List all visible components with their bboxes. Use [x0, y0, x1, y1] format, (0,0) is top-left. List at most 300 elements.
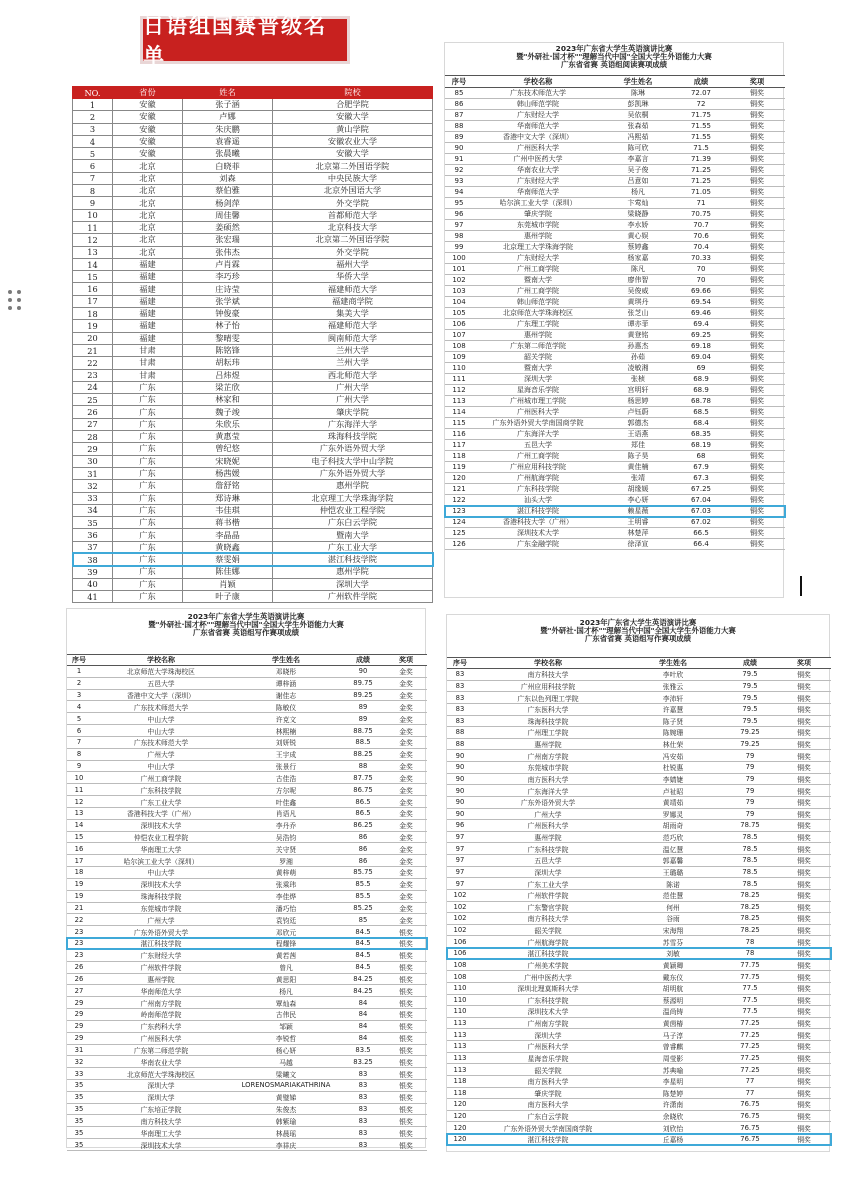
- cell-col-school: 五邑大学: [473, 440, 603, 451]
- cell-col-student: 张景行: [231, 760, 341, 772]
- cell-col-score: 84: [341, 1032, 385, 1044]
- cell-col-no: 12: [73, 234, 113, 246]
- cell-col-school: 东莞城市学院: [473, 220, 603, 231]
- cell-col-province: 广东: [113, 455, 183, 467]
- table-row: [67, 819, 427, 831]
- cell-col-student: 邓欣元: [231, 926, 341, 938]
- cell-col-student: 陈诺: [623, 878, 723, 890]
- cell-col-school: 仲恺农业工程学院: [273, 504, 433, 516]
- table-row: [447, 796, 831, 808]
- cell-col-name: 庄诗莹: [183, 283, 273, 295]
- cell-col-no: 26: [73, 406, 113, 418]
- table-row: [445, 286, 785, 297]
- cell-col-rank: 26: [67, 961, 91, 973]
- cell-col-score: 71.55: [673, 132, 729, 143]
- cell-col-score: 84.5: [341, 949, 385, 961]
- cell-col-award: 银奖: [385, 1044, 427, 1056]
- cell-col-score: 69: [673, 363, 729, 374]
- cell-col-student: 孙茹: [603, 352, 673, 363]
- table-row: [73, 541, 433, 553]
- cell-col-score: 89: [341, 701, 385, 713]
- cell-col-rank: 88: [447, 727, 473, 739]
- cell-col-school: 广州中医药大学: [473, 154, 603, 165]
- cell-col-student: 李祥庆: [231, 1139, 341, 1151]
- cell-col-school: 暨南大学: [473, 363, 603, 374]
- table-row: [67, 926, 427, 938]
- cell-col-no: 10: [73, 209, 113, 221]
- cell-col-no: 22: [73, 357, 113, 369]
- table-row: [67, 867, 427, 879]
- cell-col-award: 银奖: [385, 997, 427, 1009]
- cell-col-province: 广东: [113, 480, 183, 492]
- cell-col-school: 香港中文大学（深圳）: [91, 689, 231, 701]
- cell-col-name: 刘森: [183, 172, 273, 184]
- cell-col-student: 冯熙茹: [603, 132, 673, 143]
- table-row: [447, 738, 831, 750]
- cell-col-rank: 104: [445, 297, 473, 308]
- table-row: [447, 727, 831, 739]
- cell-col-province: 广东: [113, 566, 183, 578]
- table-row: [73, 308, 433, 320]
- cell-col-rank: 119: [445, 462, 473, 473]
- cell-col-score: 85: [341, 914, 385, 926]
- cell-col-name: 李巧珍: [183, 271, 273, 283]
- table-row: [73, 578, 433, 590]
- cell-col-score: 72: [673, 99, 729, 110]
- cell-col-award: 金奖: [385, 807, 427, 819]
- cell-col-score: 67.25: [673, 484, 729, 495]
- cell-col-student: 郭德杰: [603, 418, 673, 429]
- cell-col-name: 张宏瑞: [183, 234, 273, 246]
- cell-col-no: 4: [73, 135, 113, 147]
- cell-col-rank: 86: [445, 99, 473, 110]
- cell-col-school: 韶关学院: [473, 1064, 623, 1076]
- cell-col-student: 黄梓萌: [231, 867, 341, 879]
- cell-col-no: 24: [73, 381, 113, 393]
- table-row: [447, 669, 831, 681]
- cell-col-award: 金奖: [385, 689, 427, 701]
- table-row: [73, 394, 433, 406]
- table-row: [73, 431, 433, 443]
- cell-col-rank: 27: [67, 985, 91, 997]
- cell-col-score: 67.03: [673, 506, 729, 517]
- table-row: [445, 506, 785, 517]
- table-row: [445, 495, 785, 506]
- table-row: [447, 1017, 831, 1029]
- table-row: [67, 902, 427, 914]
- table-row: [67, 807, 427, 819]
- cell-col-school: 兰州大学: [273, 344, 433, 356]
- cell-col-rank: 121: [445, 484, 473, 495]
- cell-col-rank: 97: [447, 855, 473, 867]
- cell-col-award: 铜奖: [777, 1087, 831, 1099]
- cell-col-rank: 8: [67, 748, 91, 760]
- cell-col-province: 安徽: [113, 148, 183, 160]
- cell-col-score: 78.25: [723, 913, 777, 925]
- cell-col-score: 77.25: [723, 1064, 777, 1076]
- cell-col-rank: 29: [67, 1009, 91, 1021]
- cell-col-rank: 124: [445, 517, 473, 528]
- table-row: [67, 890, 427, 902]
- cell-col-school: 广州航海学院: [473, 936, 623, 948]
- cell-col-student: 杜锐惠: [623, 762, 723, 774]
- cell-col-school: 星海音乐学院: [473, 1052, 623, 1064]
- cell-col-school: 广州理工学院: [473, 727, 623, 739]
- cell-col-school: 北京第二外国语学院: [273, 160, 433, 172]
- cell-col-score: 83: [341, 1079, 385, 1091]
- cell-col-score: 70.33: [673, 253, 729, 264]
- cell-col-rank: 10: [67, 772, 91, 784]
- cell-col-score: 84.5: [341, 961, 385, 973]
- cell-col-rank: 116: [445, 429, 473, 440]
- cell-col-province: 安徽: [113, 99, 183, 111]
- cell-col-score: 71.05: [673, 187, 729, 198]
- cell-col-score: 79: [723, 773, 777, 785]
- cell-col-award: 铜奖: [777, 878, 831, 890]
- cell-col-score: 85.5: [341, 890, 385, 902]
- table-row: [67, 1009, 427, 1021]
- cell-col-rank: 90: [447, 750, 473, 762]
- cell-col-award: 银奖: [385, 985, 427, 997]
- cell-col-student: 古伟民: [231, 1009, 341, 1021]
- cell-col-school: 香港科技大学（广州）: [91, 807, 231, 819]
- cell-col-school: 广东财经大学: [91, 949, 231, 961]
- cell-col-student: 苏典喻: [623, 1064, 723, 1076]
- cell-col-name: 叶子康: [183, 590, 273, 602]
- table-row: [447, 703, 831, 715]
- cell-col-award: 铜奖: [777, 1052, 831, 1064]
- cell-col-score: 77.75: [723, 971, 777, 983]
- cell-col-award: 银奖: [385, 1091, 427, 1103]
- cell-col-score: 71.39: [673, 154, 729, 165]
- header-col-student: 学生姓名: [231, 655, 341, 666]
- cell-col-student: 杨心妍: [231, 1044, 341, 1056]
- table-row: [447, 1052, 831, 1064]
- table-row: [447, 1122, 831, 1134]
- cell-col-student: 谷雨: [623, 913, 723, 925]
- cell-col-province: 广东: [113, 578, 183, 590]
- cell-col-school: 北京理工大学珠海学院: [273, 492, 433, 504]
- cell-col-student: 周莹影: [623, 1052, 723, 1064]
- cell-col-award: 金奖: [385, 843, 427, 855]
- cell-col-score: 71.25: [673, 165, 729, 176]
- cell-col-school: 湛江科技学院: [473, 948, 623, 960]
- cell-col-school: 安徽大学: [273, 148, 433, 160]
- cell-col-student: 陈凡: [603, 264, 673, 275]
- cell-col-student: 黄登铭: [603, 330, 673, 341]
- cell-col-school: 外交学院: [273, 246, 433, 258]
- cell-col-school: 深圳大学: [91, 1079, 231, 1091]
- cell-col-school: 广东第二师范学院: [91, 1044, 231, 1056]
- cell-col-rank: 102: [447, 924, 473, 936]
- cell-col-rank: 83: [447, 703, 473, 715]
- cell-col-score: 76.75: [723, 1134, 777, 1146]
- cell-col-rank: 108: [445, 341, 473, 352]
- table-row: [73, 295, 433, 307]
- cell-col-school: 华南理工大学: [91, 1127, 231, 1139]
- cell-col-award: 金奖: [385, 878, 427, 890]
- cell-col-award: 铜奖: [729, 517, 785, 528]
- cell-col-student: 杨凡: [603, 187, 673, 198]
- cell-col-name: 肖颖: [183, 578, 273, 590]
- cell-col-rank: 6: [67, 725, 91, 737]
- table-row: [73, 553, 433, 565]
- title-line-1: 2023年广东省大学生英语演讲比赛: [555, 44, 673, 53]
- cell-col-award: 铜奖: [777, 855, 831, 867]
- cell-col-award: 铜奖: [729, 462, 785, 473]
- cell-col-score: 84: [341, 1020, 385, 1032]
- cell-col-award: 铜奖: [729, 539, 785, 550]
- cell-col-score: 70: [673, 264, 729, 275]
- header-col-score: 成绩: [673, 76, 729, 88]
- cell-col-school: 深圳大学: [91, 1091, 231, 1103]
- cell-col-school: 首都师范大学: [273, 209, 433, 221]
- cell-col-name: 曾纪悠: [183, 443, 273, 455]
- cell-col-score: 71: [673, 198, 729, 209]
- cell-col-school: 肇庆学院: [473, 1087, 623, 1099]
- cell-col-award: 铜奖: [729, 418, 785, 429]
- table-row: [73, 406, 433, 418]
- header-col-name: 姓名: [183, 87, 273, 99]
- cell-col-rank: 102: [445, 275, 473, 286]
- cell-col-rank: 120: [445, 473, 473, 484]
- cell-col-rank: 110: [447, 982, 473, 994]
- cell-col-award: 银奖: [385, 1068, 427, 1080]
- table-row: [445, 352, 785, 363]
- cell-col-rank: 35: [67, 1103, 91, 1115]
- cell-col-award: 铜奖: [729, 308, 785, 319]
- cell-col-score: 78.5: [723, 866, 777, 878]
- table-row: [73, 160, 433, 172]
- cell-col-school: 福建师范大学: [273, 320, 433, 332]
- cell-col-student: 王语燕: [603, 429, 673, 440]
- cell-col-school: 广州中医药大学: [473, 971, 623, 983]
- cell-col-rank: 118: [447, 1075, 473, 1087]
- cell-col-score: 68.19: [673, 440, 729, 451]
- table-row: [445, 308, 785, 319]
- cell-col-student: 谭梓涵: [231, 677, 341, 689]
- cell-col-school: 广东外语外贸大学南国商学院: [473, 1122, 623, 1134]
- cell-col-award: 金奖: [385, 890, 427, 902]
- cell-col-rank: 9: [67, 760, 91, 772]
- table-row: [73, 197, 433, 209]
- cell-col-student: 邓晓彤: [231, 666, 341, 678]
- cell-col-rank: 14: [67, 819, 91, 831]
- cell-col-no: 2: [73, 111, 113, 123]
- cell-col-rank: 123: [445, 506, 473, 517]
- cell-col-score: 84: [341, 1009, 385, 1021]
- cell-col-student: 李沛轩: [623, 692, 723, 704]
- cell-col-school: 北京理工大学珠海学院: [473, 242, 603, 253]
- cell-col-student: 刘敏: [623, 948, 723, 960]
- cell-col-school: 广东第二师范学院: [473, 341, 603, 352]
- cell-col-school: 广东以色列理工学院: [473, 692, 623, 704]
- cell-col-no: 35: [73, 517, 113, 529]
- table-row: [447, 1006, 831, 1018]
- cell-col-school: 广东工业大学: [273, 541, 433, 553]
- cell-col-rank: 91: [445, 154, 473, 165]
- cell-col-school: 广东理工学院: [473, 319, 603, 330]
- cell-col-score: 89: [341, 713, 385, 725]
- cell-col-rank: 96: [445, 209, 473, 220]
- table-row: [67, 784, 427, 796]
- cell-col-province: 甘肃: [113, 369, 183, 381]
- cell-col-award: 银奖: [385, 1115, 427, 1127]
- table-row: [67, 914, 427, 926]
- table-row: [67, 760, 427, 772]
- cell-col-award: 金奖: [385, 713, 427, 725]
- cell-col-student: 戴东仪: [623, 971, 723, 983]
- table-row: [67, 701, 427, 713]
- cell-col-no: 7: [73, 172, 113, 184]
- table-row: [447, 913, 831, 925]
- cell-col-rank: 98: [445, 231, 473, 242]
- cell-col-school: 广东财经大学: [473, 176, 603, 187]
- cell-col-school: 广东科技学院: [473, 843, 623, 855]
- cell-col-school: 闽南师范大学: [273, 332, 433, 344]
- header-col-school: 院校: [273, 87, 433, 99]
- cell-col-no: 17: [73, 295, 113, 307]
- cell-col-score: 79: [723, 785, 777, 797]
- cell-col-school: 广州工商学院: [473, 451, 603, 462]
- table-row: [447, 715, 831, 727]
- table-row: [447, 994, 831, 1006]
- cell-col-rank: 17: [67, 855, 91, 867]
- table-row: [445, 154, 785, 165]
- table-row: [447, 948, 831, 960]
- cell-col-name: 黎晴雯: [183, 332, 273, 344]
- cell-col-score: 86.5: [341, 796, 385, 808]
- table-row: [445, 418, 785, 429]
- cell-col-school: 南方医科大学: [473, 773, 623, 785]
- cell-col-award: 银奖: [385, 1103, 427, 1115]
- cell-col-score: 67.3: [673, 473, 729, 484]
- table-row: [73, 517, 433, 529]
- cell-col-rank: 83: [447, 692, 473, 704]
- table-row: [445, 99, 785, 110]
- cell-col-school: 广州南方学院: [473, 750, 623, 762]
- cell-col-rank: 117: [445, 440, 473, 451]
- cell-col-student: 彭凯琳: [603, 99, 673, 110]
- cell-col-award: 铜奖: [777, 959, 831, 971]
- table-row: [67, 1091, 427, 1103]
- cell-col-student: 黄琪丹: [603, 297, 673, 308]
- table-row: [445, 363, 785, 374]
- cell-col-student: 邹颖: [231, 1020, 341, 1032]
- cell-col-score: 77.75: [723, 959, 777, 971]
- cell-col-rank: 106: [445, 319, 473, 330]
- cell-col-student: 范佳慧: [623, 889, 723, 901]
- cell-col-student: 丘嘉杨: [623, 1134, 723, 1146]
- cell-col-student: 杨凡: [231, 985, 341, 997]
- table-row: [73, 455, 433, 467]
- cell-col-award: 铜奖: [777, 1029, 831, 1041]
- table-row: [447, 924, 831, 936]
- cell-col-student: 张芝山: [603, 308, 673, 319]
- cell-col-student: 林晨瑶: [231, 1127, 341, 1139]
- japanese-qualifier-list: [72, 86, 432, 602]
- table-row: [447, 1099, 831, 1111]
- table-row: [445, 451, 785, 462]
- cell-col-school: 广东医科大学: [473, 703, 623, 715]
- cell-col-award: 银奖: [385, 1020, 427, 1032]
- cell-col-score: 83: [341, 1103, 385, 1115]
- header-col-award: 奖项: [385, 655, 427, 666]
- cell-col-no: 8: [73, 185, 113, 197]
- table-row: [67, 985, 427, 997]
- cell-col-score: 70.4: [673, 242, 729, 253]
- table-row: [67, 1079, 427, 1091]
- cell-col-name: 朱欣乐: [183, 418, 273, 430]
- cell-col-no: 21: [73, 344, 113, 356]
- cell-col-award: 银奖: [385, 938, 427, 950]
- cell-col-school: 哈尔滨工业大学（深圳）: [91, 855, 231, 867]
- drag-handle-icon[interactable]: [8, 290, 22, 314]
- table-row: [67, 1115, 427, 1127]
- writing-table: [67, 654, 427, 1151]
- cell-col-no: 18: [73, 308, 113, 320]
- cell-col-rank: 113: [447, 1064, 473, 1076]
- cell-col-no: 27: [73, 418, 113, 430]
- cell-col-student: 林熙楠: [231, 725, 341, 737]
- cell-col-award: 铜奖: [777, 727, 831, 739]
- cell-col-name: 杨茜媛: [183, 467, 273, 479]
- cell-col-score: 83.25: [341, 1056, 385, 1068]
- cell-col-rank: 101: [445, 264, 473, 275]
- cell-col-school: 湛江科技学院: [273, 553, 433, 565]
- cell-col-name: 宋晓妮: [183, 455, 273, 467]
- cell-col-name: 韦佳琪: [183, 504, 273, 516]
- cell-col-score: 69.04: [673, 352, 729, 363]
- cell-col-school: 广东白云学院: [473, 1110, 623, 1122]
- cell-col-student: 吴俊威: [603, 286, 673, 297]
- cell-col-award: 金奖: [385, 902, 427, 914]
- cell-col-score: 88.75: [341, 725, 385, 737]
- cell-col-score: 79.25: [723, 738, 777, 750]
- cell-col-award: 铜奖: [729, 319, 785, 330]
- cell-col-score: 84.5: [341, 926, 385, 938]
- cell-col-award: 铜奖: [777, 831, 831, 843]
- cell-col-score: 79: [723, 808, 777, 820]
- cell-col-school: 广东财经大学: [473, 110, 603, 121]
- cell-col-student: 覃灿森: [231, 997, 341, 1009]
- cell-col-award: 铜奖: [729, 330, 785, 341]
- cell-col-school: 安徽农业大学: [273, 135, 433, 147]
- cell-col-no: 6: [73, 160, 113, 172]
- cell-col-name: 郑诗琳: [183, 492, 273, 504]
- cell-col-rank: 11: [67, 784, 91, 796]
- cell-col-school: 中山大学: [91, 725, 231, 737]
- cell-col-school: 南方科技大学: [91, 1115, 231, 1127]
- cell-col-school: 东莞城市学院: [91, 902, 231, 914]
- table-row: [73, 271, 433, 283]
- cell-col-award: 铜奖: [729, 253, 785, 264]
- cell-col-award: 铜奖: [777, 1041, 831, 1053]
- cell-col-rank: 126: [445, 539, 473, 550]
- cell-col-award: 铜奖: [777, 1064, 831, 1076]
- table-row: [67, 736, 427, 748]
- cell-col-score: 90: [341, 666, 385, 678]
- cell-col-student: 叶佳鑫: [231, 796, 341, 808]
- cell-col-rank: 125: [445, 528, 473, 539]
- cell-col-school: 北京师范大学珠海校区: [91, 1068, 231, 1080]
- cell-col-province: 北京: [113, 221, 183, 233]
- cell-col-school: 广州医科大学: [91, 1032, 231, 1044]
- cell-col-no: 19: [73, 320, 113, 332]
- cell-col-name: 袁睿遥: [183, 135, 273, 147]
- cell-col-award: 铜奖: [777, 715, 831, 727]
- header-col-score: 成绩: [341, 655, 385, 666]
